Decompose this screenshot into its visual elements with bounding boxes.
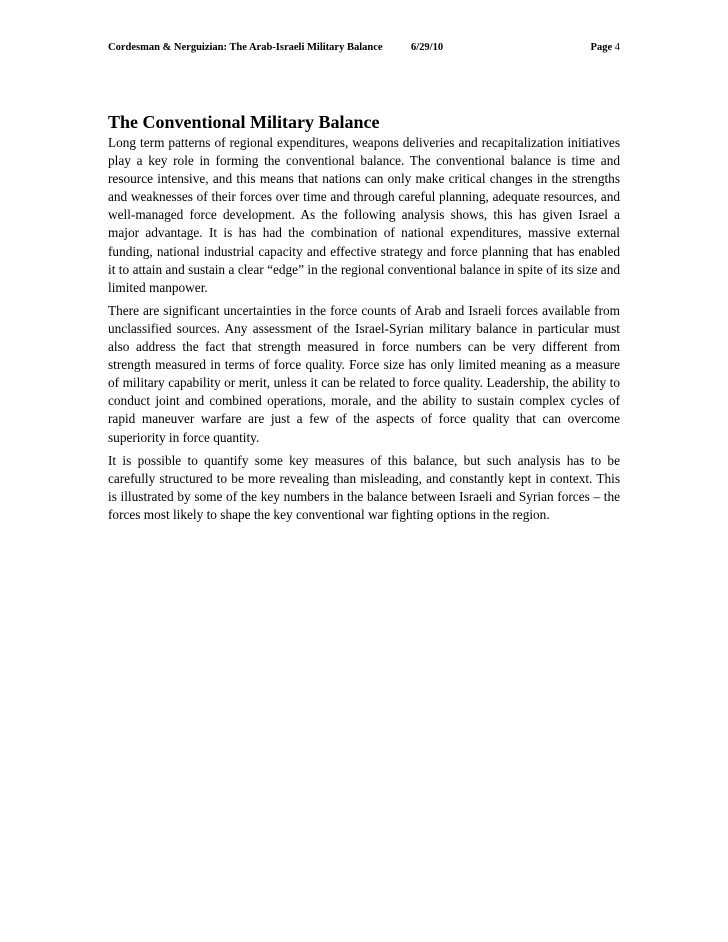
header-title: Cordesman & Nerguizian: The Arab-Israeli Military Balance <box>108 42 383 53</box>
header-date: 6/29/10 <box>411 42 444 53</box>
section-heading: The Conventional Military Balance <box>108 112 380 132</box>
body-paragraph: There are significant uncertainties in the force counts of Arab and Israeli forces available from unclassified sources. Any assessment of the Israel-Syrian military balance in particular must also address the fact that strength measured in force numbers can be very different from strength measured in terms of force quality. Force size has only limited meaning as a measure of military capability or merit, unless it can be related to force quality. Leadership, the ability to conduct joint and combined operations, morale, and the ability to sustain complex cycles of rapid maneuver warfare are just a few of the aspects of force quality that can overcome superiority in force quantity. <box>108 302 620 445</box>
header-page <box>591 40 620 56</box>
header-page-number: 4 <box>614 42 620 53</box>
document-body <box>108 110 620 529</box>
body-paragraph: Long term patterns of regional expenditures, weapons deliveries and recapitalization initiatives play a key role in forming the conventional balance. The conventional balance is time and resource intensive, and this means that nations can only make critical changes in the strengths and weaknesses of their forces over time and through careful planning, adequate resources, and well-managed force development. As the following analysis shows, this has given Israel a major advantage. It is has had the combination of national expenditures, massive external funding, national industrial capacity and effective strategy and force planning that has enabled it to attain and sustain a clear “edge” in the regional conventional balance in spite of its size and limited manpower. <box>108 135 620 295</box>
running-header <box>108 40 620 56</box>
body-paragraph: It is possible to quantify some key measures of this balance, but such analysis has to be carefully structured to be more revealing than misleading, and constantly kept in context. This is illustrated by some of the key numbers in the balance between Israeli and Syrian forces – the forces most likely to shape the key conventional war fighting options in the region. <box>108 452 620 522</box>
header-page-label: Page <box>590 42 613 53</box>
